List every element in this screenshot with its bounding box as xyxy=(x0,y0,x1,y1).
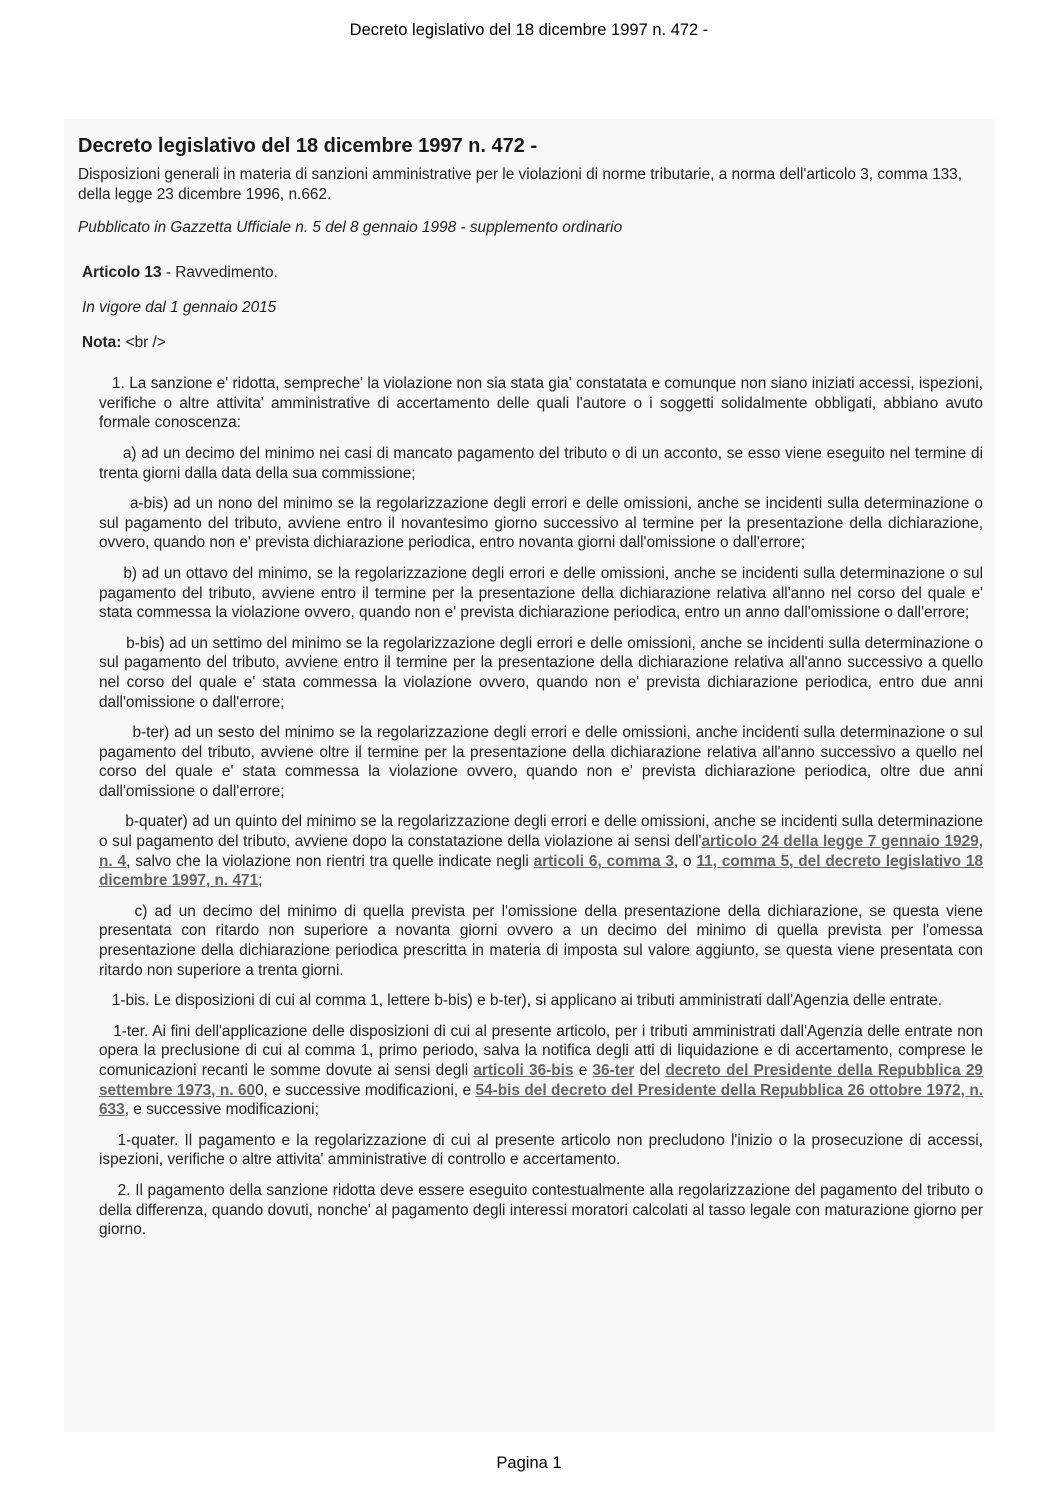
document-title: Decreto legislativo del 18 dicembre 1997 n. 472 - xyxy=(78,135,538,157)
article-title: - Ravvedimento. xyxy=(161,264,278,282)
publication-info: Pubblicato in Gazzetta Ufficiale n. 5 del 8 gennaio 1998 - supplemento ordinario xyxy=(78,219,623,237)
text-segment: , o xyxy=(673,852,697,870)
law-reference-link[interactable]: 36-ter xyxy=(592,1062,635,1079)
paragraph-1-ter xyxy=(99,1022,983,1120)
note xyxy=(82,334,983,352)
text-segment: e xyxy=(573,1062,593,1079)
article-meta xyxy=(78,264,983,352)
text-segment: b-quater) ad un quinto del minimo se la regolarizzazione degli errori e delle omissioni, anche se incidenti sulla determinazione o sul pagamento del tributo, avviene dopo la constatazione della violazione ai sensi dell' xyxy=(99,813,983,851)
article-heading xyxy=(82,264,983,282)
paragraph-1b-bis: b-bis) ad un settimo del minimo se la regolarizzazione degli errori e delle omissioni, anche se incidenti sulla determinazione o sul pagamento del tributo, avviene entro il termine per la presentazione della dichiarazione relativa all'anno successivo a quello nel corso del quale e' stata commessa la violazione ovvero, quando non e' prevista dichiarazione periodica, entro due anni dall'omissione o dall'errore; xyxy=(99,634,983,711)
text-segment: 0, e successive modificazioni, e xyxy=(255,1081,476,1099)
paragraph-1c: c) ad un decimo del minimo di quella prevista per l'omissione della presentazione della dichiarazione, se questa viene presentata con ritardo non superiore a novanta giorni ovvero a un decimo del minimo di quella prevista per l'omessa presentazione della dichiarazione periodica prescritta in materia di imposta sul valore aggiunto, se questa viene presentata con ritardo non superiore a trenta giorni. xyxy=(99,902,983,979)
text-segment: , e successive modificazioni; xyxy=(124,1101,319,1119)
paragraph-1b-quater xyxy=(99,812,983,890)
text-segment: ; xyxy=(258,872,263,890)
paragraph-1-quater: 1-quater. Il pagamento e la regolarizzazione di cui al presente articolo non precludono l'inizio o la prosecuzione di accessi, ispezioni, verifiche o altre attivita' amministrative di controllo e accertamento. xyxy=(99,1131,983,1169)
law-reference-link[interactable]: 11, comma 5, del decreto legislativo 18 dicembre 1997, n. 471 xyxy=(99,852,984,890)
law-reference-link[interactable]: decreto del Presidente della Repubblica 29 settembre 1973, n. 60 xyxy=(99,1062,983,1099)
law-reference-link[interactable]: 54-bis del decreto del Presidente della Repubblica 26 ottobre 1972, n. 633 xyxy=(99,1081,984,1119)
note-label: Nota: xyxy=(82,334,122,352)
text-segment: del xyxy=(634,1062,666,1079)
paragraph-1b: b) ad un ottavo del minimo, se la regolarizzazione degli errori e delle omissioni, anche se incidenti sulla determinazione o sul pagamento del tributo, avviene entro il termine per la presentazione della dichiarazione relativa all'anno nel corso del quale e' stata commessa la violazione ovvero, quando non e' prevista dichiarazione periodica, entro un anno dall'omissione o dall'errore; xyxy=(99,564,983,622)
page-header: Decreto legislativo del 18 dicembre 1997 n. 472 - xyxy=(349,21,709,39)
paragraph-1: 1. La sanzione e' ridotta, sempreche' la violazione non sia stata gia' constatata e comunque non siano iniziati accessi, ispezioni, verifiche o altre attivita' amministrative di accertamento delle quali l'autore o i soggetti solidalmente obbligati, abbiano avuto formale conoscenza: xyxy=(99,375,983,432)
page-number: Pagina 1 xyxy=(496,1454,562,1472)
paragraph-1-bis: 1-bis. Le disposizioni di cui al comma 1, lettere b-bis) e b-ter), si applicano ai tributi amministrati dall'Agenzia delle entrate. xyxy=(99,992,942,1010)
law-reference-link[interactable]: articoli 36-bis xyxy=(473,1062,574,1079)
paragraph-2: 2. Il pagamento della sanzione ridotta deve essere eseguito contestualmente alla regolarizzazione del pagamento del tributo o della differenza, quando dovuti, nonche' al pagamento degli interessi moratori calcolati al tasso legale con maturazione giorno per giorno. xyxy=(99,1181,983,1239)
paragraph-1a-bis: a-bis) ad un nono del minimo se la regolarizzazione degli errori e delle omissioni, anche se incidenti sulla determinazione o sul pagamento del tributo, avviene entro il novantesimo giorno successivo al termine per la presentazione della dichiarazione, ovvero, quando non e' prevista dichiarazione periodica, entro novanta giorni dall'omissione o dall'errore; xyxy=(99,495,983,552)
in-force-date: In vigore dal 1 gennaio 2015 xyxy=(82,299,277,317)
law-reference-link[interactable]: articoli 6, comma 3 xyxy=(533,852,674,870)
paragraph-1b-ter: b-ter) ad un sesto del minimo se la regolarizzazione degli errori e delle omissioni, anche incidenti sulla determinazione o sul pagamento del tributo, avviene oltre il termine per la presentazione della dichiarazione relativa all'anno successivo a quello nel corso del quale e' stata commessa la violazione ovvero, quando non e' prevista dichiarazione periodica, oltre due anni dall'omissione o dall'errore; xyxy=(99,724,983,800)
article-label: Articolo 13 xyxy=(82,264,162,282)
document-panel xyxy=(64,119,995,1432)
paragraph-1a: a) ad un decimo del minimo nei casi di mancato pagamento del tributo o di un acconto, se esso viene eseguito nel termine di trenta giorni dalla data della sua commissione; xyxy=(99,444,983,482)
law-reference-link[interactable]: articolo 24 della legge 7 gennaio 1929, n. 4 xyxy=(99,833,983,870)
text-segment: 1-ter. Ai fini dell'applicazione delle disposizioni di cui al presente articolo, per i tributi amministrati dall'Agenzia delle entrate non opera la preclusione di cui al comma 1, primo periodo, salva la notifica degli atti di liquidazione e di accertamento, comprese le comunicazioni recanti le somme dovute ai sensi degli xyxy=(99,1022,983,1079)
text-segment: , salvo che la violazione non rientri tra quelle indicate negli xyxy=(126,852,534,870)
note-value: <br /> xyxy=(121,334,166,352)
document-description: Disposizioni generali in materia di sanzioni amministrative per le violazioni di norme tributarie, a norma dell'articolo 3, comma 133, della legge 23 dicembre 1996, n.662. xyxy=(78,166,963,203)
article-body xyxy=(78,374,983,1240)
